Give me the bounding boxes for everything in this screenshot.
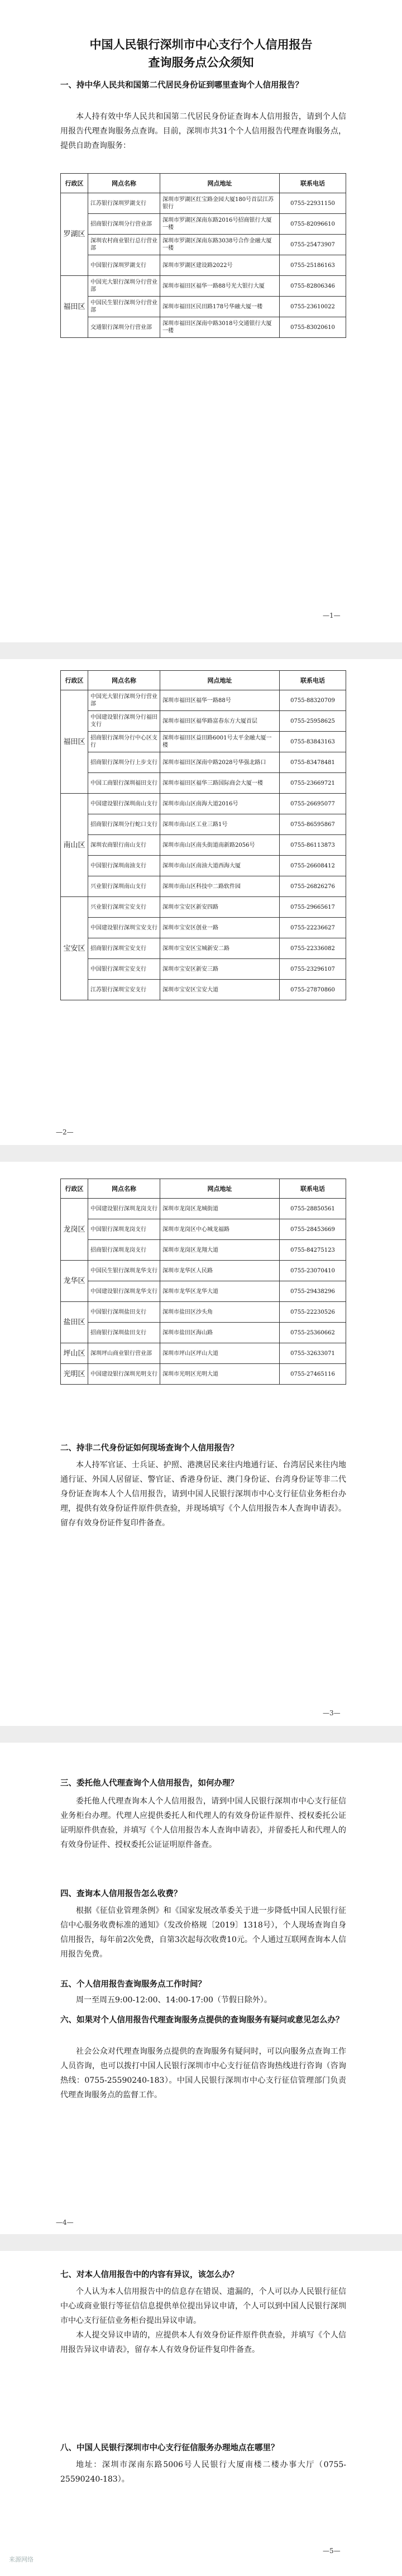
address-cell: 深圳市坪山区坪山大道	[160, 1343, 280, 1364]
address-cell: 深圳市宝安区新安三路	[160, 959, 280, 980]
name-cell: 中国建设银行深圳龙岗支行	[88, 1199, 160, 1219]
phone-cell: 0755-86113873	[280, 835, 346, 856]
district-cell: 龙华区	[61, 1261, 88, 1302]
name-cell: 中国银行深圳龙岗支行	[88, 1219, 160, 1240]
table-row	[61, 1364, 346, 1385]
name-cell: 中国光大银行深圳分行营业部	[88, 276, 160, 297]
district-cell: 坪山区	[61, 1343, 88, 1364]
phone-cell: 0755-28850561	[280, 1199, 346, 1219]
name-cell: 招商银行深圳分行上步支行	[88, 752, 160, 773]
district-cell: 光明区	[61, 1364, 88, 1385]
name-cell: 江苏银行深圳宝安支行	[88, 980, 160, 1000]
column-header-name: 网点名称	[88, 671, 160, 690]
section-1-heading: 一、持中华人民共和国第二代居民身份证到哪里查询个人信用报告？	[60, 80, 303, 90]
district-cell: 福田区	[61, 276, 88, 338]
section-7-body: 个人认为本人信用报告中的信息存在错误、遗漏的，个人可以办人民银行征信中心或商业银行等征信信息提供单位提出异议申请，个人可以到中国人民银行深圳市中心支行征信业务柜台提出异议申请。 本人提交异议申请的，应提供本人有效身份证件原件供查验，并填写《个人信用报告异议申请表》，留存本人有效身份证件复印件备查。	[60, 2287, 346, 2354]
section-5-heading: 五、个人信用报告查询服务点工作时间？	[60, 1979, 206, 1989]
section-8-heading: 八、中国人民银行深圳市中心支行征信服务办理地点在哪里？	[60, 2443, 279, 2453]
phone-cell: 0755-26826276	[280, 876, 346, 897]
phone-cell: 0755-27465116	[280, 1364, 346, 1385]
name-cell: 招商银行深圳分行营业部	[88, 214, 160, 235]
address-cell: 深圳市盐田区海山路	[160, 1323, 280, 1343]
name-cell: 中国建设银行深圳宝安支行	[88, 918, 160, 938]
address-cell: 深圳市盐田区沙头角	[160, 1302, 280, 1323]
table-row	[61, 897, 346, 918]
address-cell: 深圳市福田区深南中路2028号华强北路口	[160, 752, 280, 773]
title-line-1: 中国人民银行深圳市中心支行个人信用报告	[89, 37, 313, 51]
column-header-address: 网点地址	[160, 1179, 280, 1199]
section-2-heading: 二、持非二代身份证如何现场查询个人信用报告？	[60, 1443, 238, 1453]
name-cell: 中国银行深圳盐田支行	[88, 1302, 160, 1323]
phone-cell: 0755-82096610	[280, 214, 346, 235]
name-cell: 中国银行深圳罗湖支行	[88, 255, 160, 276]
table-row	[61, 235, 346, 255]
table-row	[61, 255, 346, 276]
section-7-heading: 七、对本人信用报告中的内容有异议，该怎么办？	[60, 2270, 238, 2279]
name-cell: 中国光大银行深圳分行营业部	[88, 690, 160, 711]
page-number-1: —1—	[323, 612, 341, 619]
table-row	[61, 918, 346, 938]
district-cell: 龙岗区	[61, 1199, 88, 1261]
name-cell: 中国民生银行深圳分行营业部	[88, 297, 160, 317]
address-cell: 深圳市龙华区人民路	[160, 1261, 280, 1281]
page-number-3: —3—	[323, 1709, 341, 1717]
district-cell: 罗湖区	[61, 193, 88, 276]
address-cell: 深圳市龙岗区龙翔大道	[160, 1240, 280, 1261]
branch-table-1	[60, 173, 346, 338]
name-cell: 中国银行深圳宝安支行	[88, 959, 160, 980]
section-4-heading: 四、查询本人信用报告怎么收费？	[60, 1889, 182, 1898]
phone-cell: 0755-32633071	[280, 1343, 346, 1364]
address-cell: 深圳市光明区光明大道	[160, 1364, 280, 1385]
address-cell: 深圳市南山区南油大道西海大厦	[160, 856, 280, 876]
table-row	[61, 276, 346, 297]
name-cell: 招商银行深圳分行蛇口支行	[88, 814, 160, 835]
section-1-body: 本人持有效中华人民共和国第二代居民身份证查询本人信用报告，请到个人信用报告代理查询服务点查询。目前，深圳市共31个个人信用报告代理查询服务点，提供自助查询服务：	[60, 112, 346, 150]
section-5-body: 周一至周五9:00-12:00、14:00-17:00（节假日除外）。	[76, 1996, 272, 2005]
address-cell: 深圳市福田区深南中路3018号交通银行大厦一楼	[160, 317, 280, 338]
table-row	[61, 959, 346, 980]
table-row	[61, 317, 346, 338]
address-cell: 深圳市罗湖区深南东路3038号合作金融大厦一楼	[160, 235, 280, 255]
name-cell: 交通银行深圳分行营业部	[88, 317, 160, 338]
phone-cell: 0755-22236627	[280, 918, 346, 938]
phone-cell: 0755-27870860	[280, 980, 346, 1000]
phone-cell: 0755-84275123	[280, 1240, 346, 1261]
address-cell: 深圳市南山区科技中二路软件园	[160, 876, 280, 897]
table-row	[61, 1199, 346, 1219]
phone-cell: 0755-23610022	[280, 297, 346, 317]
page-separator	[0, 1726, 402, 1743]
address-cell: 深圳市福田区福华路富春东方大厦首层	[160, 711, 280, 732]
table-row	[61, 193, 346, 214]
column-header-phone: 联系电话	[280, 174, 346, 193]
name-cell: 中国工商银行深圳福田支行	[88, 773, 160, 794]
table-row	[61, 773, 346, 794]
phone-cell: 0755-25958625	[280, 711, 346, 732]
table-row	[61, 732, 346, 752]
name-cell: 招商银行深圳龙岗支行	[88, 1240, 160, 1261]
name-cell: 深圳农商银行南山支行	[88, 835, 160, 856]
section-6-heading: 六、如果对个人信用报告代理查询服务点提供的查询服务有疑问或意见怎么办？	[60, 2015, 344, 2025]
address-cell: 深圳市福田区民田路178号华融大厦一楼	[160, 297, 280, 317]
name-cell: 中国建设银行深圳南山支行	[88, 794, 160, 814]
address-cell: 深圳市罗湖区红宝路金园大厦180号首层江苏银行	[160, 193, 280, 214]
table-row	[61, 794, 346, 814]
section-3-heading: 三、委托他人代理查询个人信用报告，如何办理？	[60, 1778, 238, 1788]
phone-cell: 0755-29438296	[280, 1281, 346, 1302]
address-cell: 深圳市龙华区龙华大道	[160, 1281, 280, 1302]
address-cell: 深圳市宝安区新安四路	[160, 897, 280, 918]
address-cell: 深圳市福田区益田路6001号太平金融大厦一楼	[160, 732, 280, 752]
name-cell: 中国建设银行深圳龙华支行	[88, 1281, 160, 1302]
phone-cell: 0755-22931150	[280, 193, 346, 214]
section-4-body: 根据《征信业管理条例》和《国家发展改革委关于进一步降低中国人民银行征信中心服务收费标准的通知》（发改价格规〔2019〕1318号），个人现场查询自身信用报告，每年前2次免费，自第3次起每次收费10元。个人通过互联网查询本人信用报告免费。	[60, 1906, 346, 1959]
page-separator	[0, 1145, 402, 1162]
section-6-body: 社会公众对代理查询服务点提供的查询服务有疑问时，可以向服务点查询工作人员咨询，也可以拨打中国人民银行深圳市中心支行征信咨询热线进行咨询（咨询热线：0755-25590240-183）。中国人民银行深圳市中心支行征信管理部门负责代理查询服务点的监督工作。	[60, 2047, 346, 2100]
branch-table-3	[60, 1179, 346, 1385]
column-header-address: 网点地址	[160, 174, 280, 193]
table-row	[61, 980, 346, 1000]
phone-cell: 0755-26695077	[280, 794, 346, 814]
table-row	[61, 814, 346, 835]
table-row	[61, 938, 346, 959]
phone-cell: 0755-88320709	[280, 690, 346, 711]
column-header-district: 行政区	[61, 174, 88, 193]
phone-cell: 0755-26608412	[280, 856, 346, 876]
page-title	[0, 36, 402, 71]
column-header-name: 网点名称	[88, 174, 160, 193]
name-cell: 招商银行深圳盐田支行	[88, 1323, 160, 1343]
address-cell: 深圳市罗湖区深南东路2016号招商银行大厦一楼	[160, 214, 280, 235]
page-number-2: —2—	[56, 1128, 74, 1136]
address-cell: 深圳市罗湖区建设路2022号	[160, 255, 280, 276]
phone-cell: 0755-23296107	[280, 959, 346, 980]
table-row	[61, 214, 346, 235]
address-cell: 深圳市龙岗区中心城龙福路	[160, 1219, 280, 1240]
column-header-phone: 联系电话	[280, 671, 346, 690]
phone-cell: 0755-83020610	[280, 317, 346, 338]
watermark: 来源网络	[9, 2556, 34, 2563]
page-separator	[0, 642, 402, 659]
name-cell: 中国民生银行深圳龙华支行	[88, 1261, 160, 1281]
table-row	[61, 1219, 346, 1240]
name-cell: 深圳坪山商业银行营业部	[88, 1343, 160, 1364]
district-cell: 盐田区	[61, 1302, 88, 1343]
section-2-body: 本人持军官证、士兵证、护照、港澳居民来往内地通行证、台湾居民来往内地通行证、外国人居留证、警官证、香港身份证、澳门身份证、台湾身份证等非二代身份证查询本人个人信用报告，请到中国人民银行深圳市中心支行征信业务柜台办理，提供有效身份证件原件供查验，并现场填写《个人信用报告本人查询申请表》。留存有效身份证件复印件备查。	[60, 1461, 346, 1528]
phone-cell: 0755-86595867	[280, 814, 346, 835]
table-row	[61, 752, 346, 773]
name-cell: 招商银行深圳宝安支行	[88, 938, 160, 959]
phone-cell: 0755-25360662	[280, 1323, 346, 1343]
table-row	[61, 1343, 346, 1364]
phone-cell: 0755-22230526	[280, 1302, 346, 1323]
name-cell: 江苏银行深圳罗湖支行	[88, 193, 160, 214]
district-cell: 福田区	[61, 690, 88, 794]
page-separator	[0, 2234, 402, 2251]
section-3-body: 委托他人代理查询本人个人信用报告，请到中国人民银行深圳市中心支行征信业务柜台办理。代理人应提供委托人和代理人的有效身份证件原件、授权委托公证证明原件供查验，并填写《个人信用报告本人查询申请表》，并留委托人和代理人的有效身份证件、授权委托公证证明原件备查。	[60, 1797, 346, 1849]
table-row	[61, 835, 346, 856]
table-row	[61, 711, 346, 732]
phone-cell: 0755-23070410	[280, 1261, 346, 1281]
district-cell: 南山区	[61, 794, 88, 897]
phone-cell: 0755-22336082	[280, 938, 346, 959]
page-number-5: —5—	[323, 2547, 341, 2555]
name-cell: 深圳农村商业银行总行营业部	[88, 235, 160, 255]
address-cell: 深圳市宝安区宝安大道	[160, 980, 280, 1000]
section-8-body: 地址：深圳市深南东路5006号人民银行大厦南楼二楼办事大厅（0755-25590240-183）。	[60, 2460, 346, 2484]
address-cell: 深圳市福田区福华三路国际商会大厦一楼	[160, 773, 280, 794]
column-header-district: 行政区	[61, 1179, 88, 1199]
phone-cell: 0755-82806346	[280, 276, 346, 297]
table-row	[61, 690, 346, 711]
column-header-phone: 联系电话	[280, 1179, 346, 1199]
table-header-row	[61, 174, 346, 193]
table-row	[61, 1240, 346, 1261]
table-header-row	[61, 671, 346, 690]
phone-cell: 0755-83843163	[280, 732, 346, 752]
address-cell: 深圳市龙岗区龙城街道	[160, 1199, 280, 1219]
column-header-address: 网点地址	[160, 671, 280, 690]
column-header-district: 行政区	[61, 671, 88, 690]
name-cell: 中国建设银行深圳光明支行	[88, 1364, 160, 1385]
table-header-row	[61, 1179, 346, 1199]
name-cell: 兴业银行深圳南山支行	[88, 876, 160, 897]
phone-cell: 0755-83478481	[280, 752, 346, 773]
phone-cell: 0755-29665617	[280, 897, 346, 918]
phone-cell: 0755-23669721	[280, 773, 346, 794]
branch-table-2	[60, 670, 346, 1000]
address-cell: 深圳市宝安区宝城新安二路	[160, 938, 280, 959]
table-row	[61, 856, 346, 876]
name-cell: 中国银行深圳南油支行	[88, 856, 160, 876]
address-cell: 深圳市福田区福华一路88号	[160, 690, 280, 711]
phone-cell: 0755-25186163	[280, 255, 346, 276]
phone-cell: 0755-25473907	[280, 235, 346, 255]
name-cell: 中国建设银行深圳分行福田支行	[88, 711, 160, 732]
phone-cell: 0755-28453669	[280, 1219, 346, 1240]
name-cell: 招商银行深圳分行中心区支行	[88, 732, 160, 752]
table-row	[61, 1261, 346, 1281]
address-cell: 深圳市南山区工业三路1号	[160, 814, 280, 835]
table-row	[61, 1323, 346, 1343]
district-cell: 宝安区	[61, 897, 88, 1000]
address-cell: 深圳市福田区福华一路88号光大银行大厦	[160, 276, 280, 297]
page-number-4: —4—	[56, 2219, 74, 2226]
address-cell: 深圳市南山区南海大道2016号	[160, 794, 280, 814]
title-line-2: 查询服务点公众须知	[148, 55, 254, 69]
table-row	[61, 876, 346, 897]
table-row	[61, 1302, 346, 1323]
name-cell: 兴业银行深圳宝安支行	[88, 897, 160, 918]
column-header-name: 网点名称	[88, 1179, 160, 1199]
table-row	[61, 297, 346, 317]
address-cell: 深圳市宝安区创业一路	[160, 918, 280, 938]
address-cell: 深圳市南山区南头街道南新路2056号	[160, 835, 280, 856]
table-row	[61, 1281, 346, 1302]
